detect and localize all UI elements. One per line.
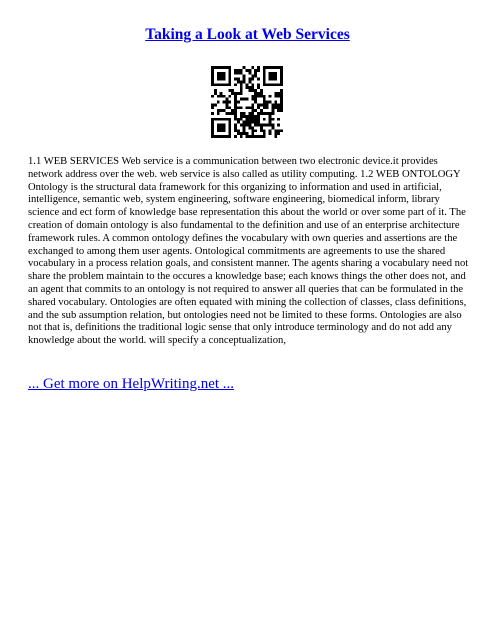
get-more-link[interactable]: ... Get more on HelpWriting.net ... — [28, 376, 235, 392]
document-body-text: 1.1 WEB SERVICES Web service is a communication between two electronic device.it provides network address over the web. web service is also called as utility computing. 1.2 WEB ONTOLOGY Ontology is the structural data framework for this organizing to information and used in artificial, intelligence, semantic web, system engineering, software engineering, biomedical inform, library science and ect form of knowledge base representation this about the world or over some part of it. The creation of domain ontology is also fundamental to the definition and use of an enterprise architecture framework rules. A common ontology defines the vocabulary with own queries and assertions are the exchanged to among them user agents. Ontological commitments are agreements to use the shared vocabulary in a process relation goals, and consistent manner. The agents sharing a vocabulary need not share the problem maintain to the occures a knowledge base; each knows things the other does not, and an agent that commits to an ontology is not required to answer all queries that can be formulated in the shared vocabulary. Ontologies are often equated with mining the collection of classes, class definitions, and the sub assumption relation, but ontologies need not be limited to these forms. Ontologies are also not that is, definitions the traditional logic sense that only introduce terminology and do not add any knowledge about the world. will specify a conceptualization, — [28, 156, 469, 347]
qr-code-icon — [211, 66, 283, 138]
document-title-link[interactable]: Taking a Look at Web Services — [145, 26, 350, 43]
